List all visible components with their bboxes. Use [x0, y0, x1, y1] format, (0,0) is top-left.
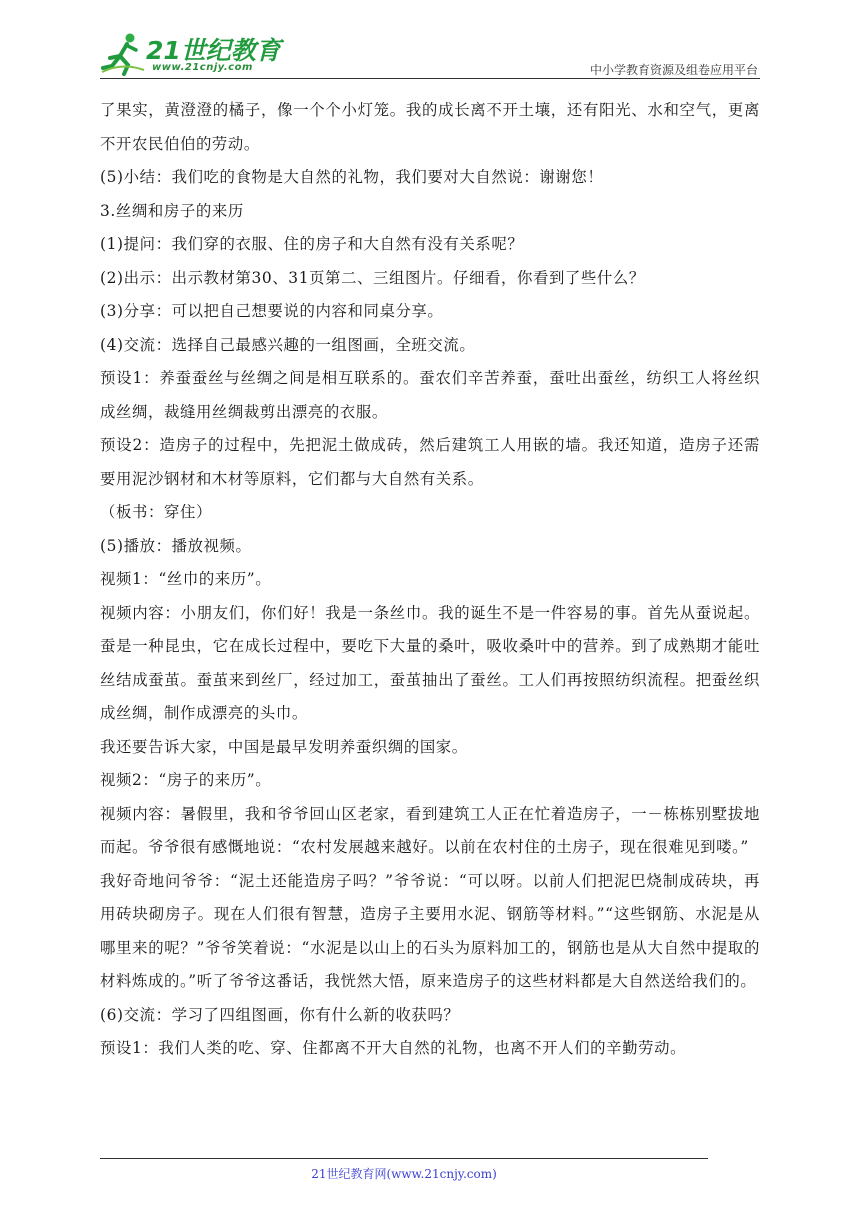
paragraph: 视频1：“丝巾的来历”。 — [100, 570, 272, 588]
paragraph: 视频内容：小朋友们，你们好！我是一条丝巾。我的诞生不是一件容易的事。首先从蚕说起。蚕是一种昆虫，它在成长过程中，要吃下大量的桑叶，吸收桑叶中的营养。到了成熟期才能吐丝结成蚕茧。蚕茧来到丝厂，经过加工，蚕茧抽出了蚕丝。工人们再按照纺织流程。把蚕丝织成丝绸，制作成漂亮的头巾。 — [100, 603, 760, 722]
paragraph: 我还要告诉大家，中国是最早发明养蚕织绸的国家。 — [100, 737, 468, 756]
paragraph: (5)小结：我们吃的食物是大自然的礼物，我们要对大自然说：谢谢您！ — [100, 168, 604, 186]
paragraph: (4)交流：选择自己最感兴趣的一组图画，全班交流。 — [100, 335, 476, 354]
paragraph: (3)分享：可以把自己想要说的内容和同桌分享。 — [100, 302, 444, 320]
paragraph: 预设1：我们人类的吃、穿、住都离不开大自然的礼物，也离不开人们的辛勤劳动。 — [100, 1039, 687, 1057]
paragraph: (1)提问：我们穿的衣服、住的房子和大自然有没有关系呢？ — [100, 235, 524, 253]
site-logo[interactable] — [100, 30, 300, 76]
paragraph: 我好奇地问爷爷：“泥土还能造房子吗？”爷爷说：“可以呀。以前人们把泥巴烧制成砖块，再用砖块砌房子。现在人们很有智慧，造房子主要用水泥、钢筋等材料。”“这些钢筋、水泥是从哪里来的呢？”爷爷笑着说：“水泥是以山上的石头为原料加工的，钢筋也是从大自然中提取的材料炼成的。”听了爷爷这番话，我恍然大悟，原来造房子的这些材料都是大自然送给我们的。 — [100, 871, 760, 990]
paragraph: 了果实，黄澄澄的橘子，像一个个小灯笼。我的成长离不开土壤，还有阳光、水和空气，更离不开农民伯伯的劳动。 — [100, 101, 760, 153]
paragraph: 视频2：“房子的来历”。 — [100, 771, 272, 789]
paragraph: 预设1：养蚕蚕丝与丝绸之间是相互联系的。蚕农们辛苦养蚕，蚕吐出蚕丝，纺织工人将丝织成丝绸，裁缝用丝绸裁剪出漂亮的衣服。 — [100, 369, 760, 421]
footer-link[interactable]: 21世纪教育网(www.21cnjy.com) — [311, 1167, 497, 1181]
document-body — [100, 94, 760, 1066]
running-figure-icon — [100, 32, 146, 76]
paragraph: 预设2：造房子的过程中，先把泥土做成砖，然后建筑工人用嵌的墙。我还知道，造房子还需要用泥沙钢材和木材等原料，它们都与大自然有关系。 — [100, 436, 760, 488]
paragraph: (6)交流：学习了四组图画，你有什么新的收获吗？ — [100, 1005, 460, 1024]
header-divider — [100, 78, 760, 79]
page-header — [100, 30, 760, 80]
paragraph: (2)出示：出示教材第30、31页第二、三组图片。仔细看，你看到了些什么？ — [100, 268, 645, 287]
paragraph: 视频内容：暑假里，我和爷爷回山区老家，看到建筑工人正在忙着造房子，一－栋栋别墅拔地而起。爷爷很有感慨地说：“农村发展越来越好。以前在农村住的土房子，现在很难见到喽。” — [100, 804, 760, 856]
logo-url: www.21cnjy.com — [152, 62, 253, 73]
footer-divider — [100, 1158, 708, 1159]
paragraph: （板书：穿住） — [100, 503, 212, 521]
logo-text: 21世纪教育 — [146, 36, 281, 65]
platform-name: 中小学教育资源及组卷应用平台 — [589, 63, 758, 77]
paragraph: (5)播放：播放视频。 — [100, 536, 252, 555]
section-heading: 3.丝绸和房子的来历 — [100, 201, 244, 220]
